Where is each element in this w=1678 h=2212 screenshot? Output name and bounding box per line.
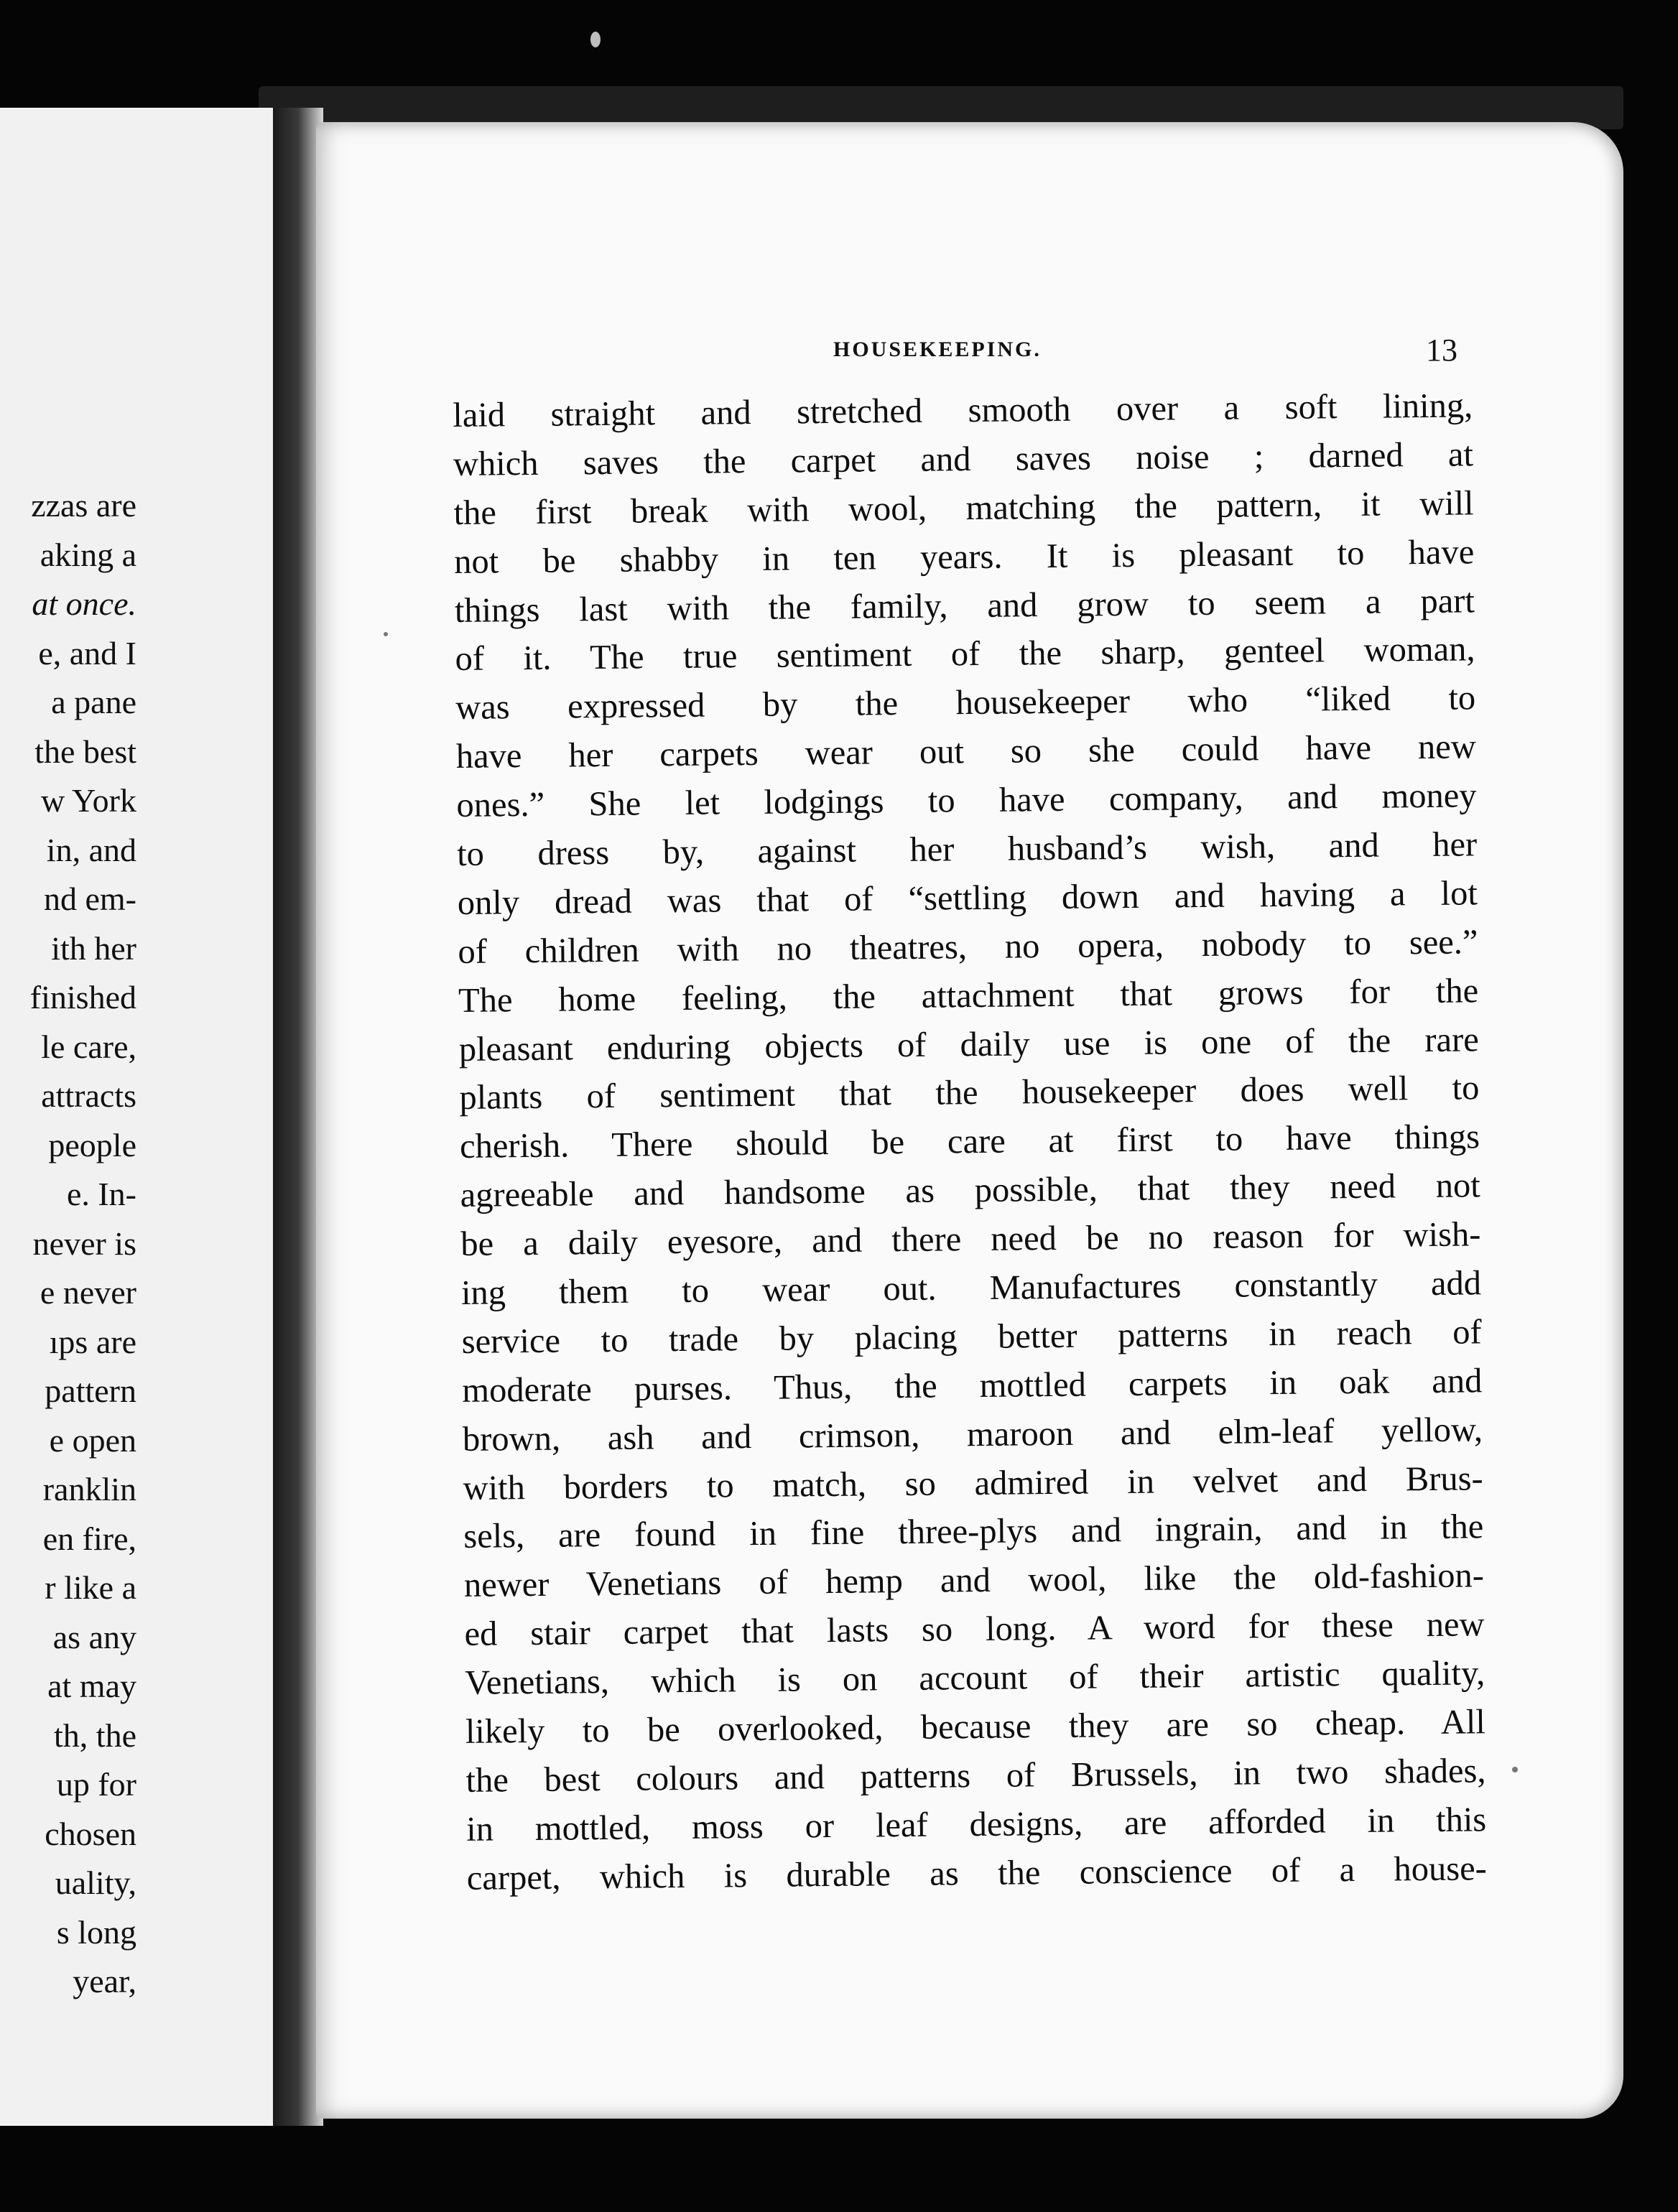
text-line: with borders to match, so admired in velvet and Brus-: [463, 1459, 1483, 1507]
left-page-line: s long: [56, 1913, 136, 1951]
page-number: 13: [1426, 333, 1457, 368]
left-page-line: le care,: [41, 1028, 136, 1065]
left-page-line: en fire,: [42, 1520, 136, 1557]
scan-speck: [384, 632, 388, 636]
text-line: carpet, which is durable as the conscience of a house-: [466, 1849, 1488, 1897]
left-page-line: r like a: [45, 1569, 136, 1606]
left-page-line: ıps are: [49, 1323, 136, 1360]
left-page: [0, 108, 276, 2126]
left-page-line: in, and: [46, 831, 136, 868]
left-page-line: the best: [34, 733, 136, 770]
left-page-line: w York: [41, 782, 136, 819]
text-line: the best colours and patterns of Brussels, in two shades,: [465, 1752, 1486, 1800]
text-line: Venetians, which is on account of their artistic quality,: [465, 1654, 1485, 1703]
text-line: the first break with wool, matching the pattern, it will: [453, 484, 1474, 532]
left-page-line: zzas are: [31, 487, 136, 524]
text-line: not be shabby in ten years. It is pleasant to have: [454, 533, 1475, 581]
text-line: of it. The true sentiment of the sharp, genteel woman,: [455, 630, 1475, 679]
text-line: brown, ash and crimson, maroon and elm-leaf yellow,: [462, 1411, 1483, 1459]
left-page-line: never is: [32, 1224, 136, 1262]
text-line: ing them to wear out. Manufactures constantly add: [460, 1264, 1482, 1312]
text-line: pleasant enduring objects of daily use is one of the rare: [458, 1020, 1479, 1069]
left-page-line: up for: [56, 1766, 136, 1803]
text-line: ones.” She let lodgings to have company, and money: [456, 776, 1477, 825]
text-line: likely to be overlooked, because they are so cheap. All: [465, 1703, 1486, 1751]
text-line: ed stair carpet that lasts so long. A word for these new: [464, 1605, 1485, 1654]
left-page-line: at once.: [32, 585, 136, 622]
left-page-line: th, the: [54, 1716, 136, 1754]
body-text: [453, 381, 1487, 1902]
left-page-line: a pane: [51, 684, 136, 720]
text-line: which saves the carpet and saves noise ; darned at: [453, 435, 1474, 483]
left-page-line: ith her: [51, 929, 136, 967]
left-page-line: pattern: [45, 1372, 136, 1409]
left-page-line: attracts: [41, 1077, 136, 1114]
left-page-line: at may: [47, 1668, 136, 1704]
text-line: to dress by, against her husband’s wish, and her: [456, 825, 1478, 873]
text-line: The home feeling, the attachment that grows for the: [458, 972, 1479, 1020]
left-page-line: finished: [29, 979, 136, 1016]
left-page-line: uality,: [55, 1864, 136, 1901]
left-page-line: ranklin: [42, 1471, 136, 1507]
text-line: was expressed by the housekeeper who “liked to: [455, 679, 1476, 728]
text-line: agreeable and handsome as possible, that they need not: [460, 1166, 1480, 1215]
text-line: sels, are found in fine three-plys and ingrain, and in the: [463, 1507, 1484, 1556]
left-page-line: e open: [49, 1421, 136, 1459]
text-line: of children with no theatres, no opera, nobody to see.”: [458, 923, 1478, 971]
running-head: HOUSEKEEPING.: [833, 338, 1042, 361]
text-line: plants of sentiment that the housekeeper does well to: [459, 1069, 1480, 1117]
text-line: things last with the family, and grow to seem a part: [454, 581, 1475, 630]
text-line: only dread was that of “settling down and having a lot: [457, 874, 1478, 922]
text-line: newer Venetians of hemp and wool, like the old-fashion-: [463, 1556, 1485, 1605]
left-page-line: aking a: [40, 536, 136, 573]
scan-speck: [1512, 1767, 1518, 1772]
text-line: service to trade by placing better patterns in reach of: [461, 1313, 1482, 1361]
text-line: laid straight and stretched smooth over a soft lining,: [453, 386, 1473, 434]
scan-speck: [590, 32, 601, 47]
left-page-line: as any: [52, 1618, 136, 1655]
left-page-line: chosen: [45, 1815, 136, 1852]
left-page-line: e never: [40, 1274, 136, 1311]
left-page-line: year,: [73, 1963, 136, 1999]
text-line: cherish. There should be care at first to have things: [459, 1117, 1480, 1166]
text-line: have her carpets wear out so she could have new: [455, 728, 1477, 776]
left-page-line: nd em-: [43, 880, 136, 917]
left-page-line: people: [48, 1126, 136, 1163]
text-line: be a daily eyesore, and there need be no reason for wish-: [460, 1215, 1481, 1264]
left-page-line: e, and I: [38, 634, 136, 672]
text-line: in mottled, moss or leaf designs, are afforded in this: [465, 1800, 1487, 1849]
left-page-line: e. In-: [66, 1176, 136, 1212]
left-page-text: [0, 481, 136, 2007]
text-line: moderate purses. Thus, the mottled carpets in oak and: [462, 1362, 1483, 1410]
